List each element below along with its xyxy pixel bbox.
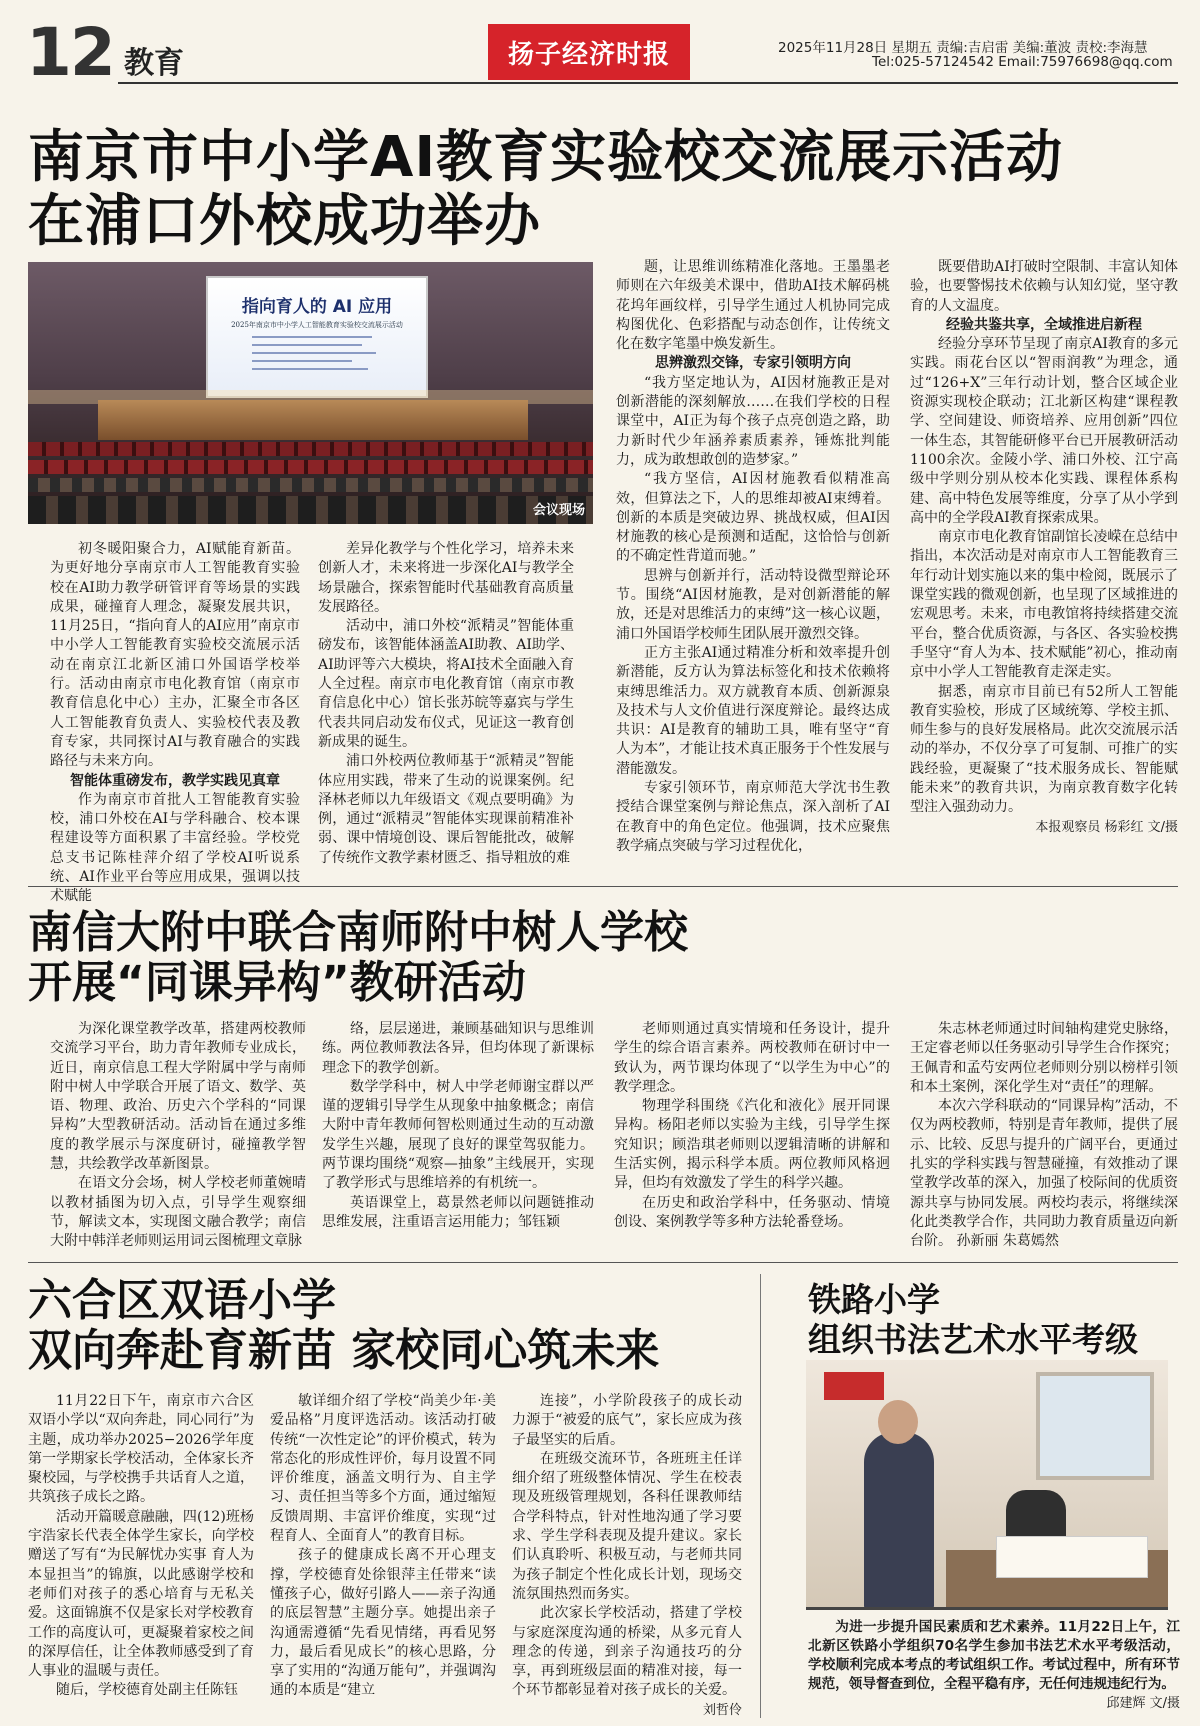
paragraph: 孩子的健康成长离不开心理支撑，学校德育处徐银萍主任带来“读懂孩子心，做好引路人——亲子沟通的底层智慧”主题分享。她提出亲子沟通需遵循“先看见情绪，再看见努力，最后看见成长”的核心思路，分享了实用的“沟通万能句”，并强调沟通的本质是“建立: [270, 1547, 496, 1699]
paragraph: 在语文分会场，树人学校老师董婉晴以教材插图为切入点，引导学生观察细节，解读文本，实现图文融合教学；南信大附中韩洋老师则运用词云图梳理文章脉: [50, 1175, 306, 1250]
paragraph: 朱志林老师通过时间轴构建党史脉络，王定睿老师以任务驱动引导学生合作探究；王佩青和孟芍安两位老师则分别以榜样引领和本土案例，深化学生对“责任”的理解。: [910, 1021, 1178, 1095]
article1-column-1: [50, 540, 300, 905]
article3-headline-line2: 双向奔赴育新苗 家校同心筑未来: [28, 1325, 660, 1376]
screen-subtitle: 2025年南京市中小学人工智能教育实验校交流展示活动: [231, 321, 403, 329]
page-number: 12: [26, 14, 114, 91]
paragraph: 在历史和政治学科中，任务驱动、情境创设、案例教学等多种方法轮番登场。: [614, 1194, 890, 1230]
stage: [98, 400, 528, 440]
calligraphy-paper: [996, 1536, 1148, 1578]
teacher-figure: [864, 1432, 934, 1610]
byline: 本报观察员 杨彩红 文/摄: [1035, 819, 1178, 835]
paragraph: 既要借助AI打破时空限制、丰富认知体验，也要警惕技术依赖与认知幻觉，坚守教育的人文温度。: [910, 259, 1178, 314]
article4-headline-line1: 铁路小学: [808, 1280, 940, 1319]
screen-title: 指向育人的 AI 应用: [241, 297, 393, 317]
calligraphy-exam-photo: [806, 1360, 1168, 1610]
classroom-window: [1036, 1372, 1154, 1480]
conference-photo: [28, 262, 593, 524]
article1-column-2: [318, 540, 574, 870]
paragraph: 络，层层递进，兼顾基础知识与思维训练。两位教师教法各异，但均体现了新课标理念下的教学创新。: [322, 1021, 594, 1076]
paragraph: 经验分享环节呈现了南京AI教育的多元实践。雨花台区以“智雨润教”为理念，通过“126+X”三年行动计划，整合区域企业资源实现校企联动；江北新区构建“课程教学、空间建设、师资培养、应用创新”四位一体生态，其智能研修平台已开展教研活动1100余次。金陵小学、浦口外校、江宁高级中学则分别从校本化实践、课程体系构建、高中特色发展等维度，分享了从小学到高中的全学段AI教育探索成果。: [910, 336, 1178, 526]
paragraph: 南京市电化教育馆副馆长凌嵘在总结中指出，本次活动是对南京市人工智能教育三年行动计划实施以来的集中检阅，既展示了课堂实践的微观创新，也呈现了区域推进的宏观思考。未来，市电教馆将持续搭建交流平台，整合优质资源，与各区、各实验校携手坚守“育人为本、技术赋能”初心，推动南京中小学人工智能教育走深走实。: [910, 529, 1178, 681]
article3-column-3: [512, 1392, 742, 1718]
paragraph: 连接”，小学阶段孩子的成长动力源于“被爱的底气”，家长应成为孩子最坚实的后盾。: [512, 1393, 742, 1448]
issue-info: 2025年11月28日 星期五 责编:吉启雷 美编:董波 责校:李海慧: [778, 40, 1148, 56]
paragraph: 老师则通过真实情境和任务设计，提升学生的综合语言素养。两校教师在研讨中一致认为，两节课均体现了“以学生为中心”的教学理念。: [614, 1021, 890, 1095]
paragraph: 数学学科中，树人中学老师谢宝群以严谨的逻辑引导学生从现象中抽象概念；南信大附中青年教师何智松则通过生动的互动激发学生兴趣，展现了良好的课堂驾驭能力。两节课均围绕“观察—抽象”主线展开，实现了教学形式与思维培养的有机统一。: [322, 1078, 594, 1192]
paragraph: 在班级交流环节，各班班主任详细介绍了班级整体情况、学生在校表现及班级管理规划，各科任课教师结合学科特点，针对性地沟通了学习要求、学生学科表现及提升建议。家长们认真聆听、积极互动，与老师共同为孩子制定个性化成长计划，现场交流氛围热烈而务实。: [512, 1450, 742, 1602]
article3-column-1: [28, 1392, 254, 1718]
paragraph: 作为南京市首批人工智能教育实验校，浦口外校在AI与学科融合、校本课程建设等方面积累了丰富经验。学校党总支书记陈桂萍介绍了学校AI听说系统、AI作业平台等应用成果，强调以技术赋能: [50, 791, 300, 905]
paragraph: 此次家长学校活动，搭建了学校与家庭深度沟通的桥梁，从多元育人理念的传递，到亲子沟通技巧的分享，再到班级层面的精准对接，每一个环节都彰显着对孩子成长的关爱。: [512, 1605, 742, 1699]
subheading: 思辨激烈交锋，专家引领明方向: [655, 355, 851, 372]
projection-screen: [206, 276, 428, 398]
paragraph: 物理学科围绕《汽化和液化》展开同课异构。杨阳老师以实验为主线，引导学生探究知识；顾浩琪老师则以逻辑清晰的讲解和生活实例，揭示科学本质。两位教师风格迥异，但均有效激发了学生的科学兴趣。: [614, 1098, 890, 1192]
paragraph: 为深化课堂教学改革，搭建两校教师交流学习平台，助力青年教师专业成长，近日，南京信息工程大学附属中学与南师附中树人中学联合开展了语文、数学、英语、物理、政治、历史六个学科的“同课异构”大型教研活动。活动旨在通过多维度的教学展示与深度研讨，碰撞教学智慧，共绘教学改革新图景。: [50, 1021, 306, 1173]
section-title: 教育: [124, 46, 184, 81]
paragraph: “我方坚信，AI因材施教看似精准高效，但算法之下，人的思维却被AI束缚着。创新的本质是突破边界、挑战权威，但AI因材施教的核心是预测和适配，这恰恰与创新的不确定性背道而驰。”: [616, 471, 890, 565]
paragraph: 英语课堂上，葛景然老师以问题链推动思维发展，注重语言运用能力；邹钰颖: [322, 1194, 594, 1230]
article2-headline-line2: 开展“同课异构”教研活动: [28, 957, 526, 1008]
article4-headline-line2: 组织书法艺术水平考级: [808, 1320, 1138, 1359]
subheading: 智能体重磅发布，教学实践见真章: [70, 772, 280, 789]
article4-byline: 邱建辉 文/摄: [1106, 1696, 1180, 1711]
article2-column-1: [50, 1020, 306, 1254]
article3-headline-line1: 六合区双语小学: [28, 1275, 336, 1326]
paragraph: 活动中，浦口外校“派精灵”智能体重磅发布，该智能体涵盖AI助教、AI助学、AI助评等六大模块，将AI技术全面融入育人全过程。南京市电化教育馆（南京市教育信息化中心）馆长张苏皖等嘉宾与学生代表共同启动发布仪式，见证这一教育创新成果的诞生。: [318, 618, 574, 750]
paragraph: 随后，学校德育处副主任陈钰: [56, 1682, 238, 1699]
article1-column-3: [616, 258, 890, 870]
article2-headline-line1: 南信大附中联合南师附中树人学校: [28, 907, 688, 958]
paragraph: 浦口外校两位教师基于“派精灵”智能体应用实践，带来了生动的说课案例。纪泽林老师以九年级语文《观点要明确》为例，通过“派精灵”智能体实现课前精准补弱、课中情境创设、课后智能批改，破解了传统作文教学素材匮乏、指导粗放的难: [318, 753, 574, 866]
byline: 刘哲伶: [702, 1702, 742, 1718]
paragraph: 活动开篇暖意融融，四(12)班杨宇浩家长代表全体学生家长，向学校赠送了写有“为民解忧办实事 育人为本显担当”的锦旗，以此感谢学校和老师们对孩子的悉心培育与无私关爱。这面锦旗不仅是家长对学校教育工作的高度认可，更凝聚着家校之间的深厚信任，让全体教师感受到了育人事业的温暖与责任。: [28, 1508, 254, 1680]
article1-headline-line1: 南京市中小学AI教育实验校交流展示活动: [28, 125, 1064, 190]
article2-column-3: [614, 1020, 890, 1254]
article4-caption: [808, 1618, 1180, 1722]
paragraph: 差异化教学与个性化学习，培养未来创新人才，未来将进一步深化AI与教学全场景融合，探索智能时代基础教育高质量发展路径。: [318, 541, 574, 615]
column-divider: [760, 1274, 761, 1718]
article1-headline-line2: 在浦口外校成功举办: [28, 189, 541, 254]
paragraph: 据悉，南京市目前已有52所人工智能教育实验校，形成了区域统筹、学校主抓、师生参与的良好发展格局。此次交流展示活动的举办，不仅分享了可复制、可推广的实践经验，更凝聚了“技术服务成长、智能赋能未来”的教育共识，为南京教育数字化转型注入强劲动力。: [910, 683, 1178, 816]
paragraph: 正方主张AI通过精准分析和效率提升创新潜能，反方认为算法标签化和技术依赖将束缚思维活力。双方就教育本质、创新源泉及技术与人文价值进行深度辩论。最终达成共识：AI是教育的辅助工具，唯有坚守“育人为本”，才能让技术真正服务于个性发展与潜能激发。: [616, 644, 890, 777]
contact-info: Tel:025-57124542 Email:75976698@qq.com: [872, 54, 1173, 70]
paragraph: 初冬暖阳聚合力，AI赋能育新苗。为更好地分享南京市人工智能教育实验校在AI助力教学研管评育等场景的实践成果，碰撞育人理念，凝聚发展共识，11月25日，“指向育人的AI应用”南京市中小学人工智能教育实验校交流展示活动在南京江北新区浦口外国语学校举行。活动由南京市电化教育馆（南京市教育信息化中心）主办，汇聚全市各区人工智能教育负责人、实验校代表及教育专家，共同探讨AI与教育融合的实践路径与未来方向。: [50, 541, 300, 770]
paragraph: 专家引领环节，南京师范大学沈书生教授结合课堂案例与辩论焦点，深入剖析了AI在教育中的角色定位。他强调，技术应聚焦教学痛点突破与学习过程优化，: [616, 780, 890, 854]
article-divider: [28, 886, 1178, 887]
article1-column-4: [910, 258, 1178, 870]
paragraph: 敏详细介绍了学校“尚美少年·美爱品格”月度评选活动。该活动打破传统“一次性定论”的评价模式，转为常态化的形成性评价，每月设置不同评价维度，涵盖文明行为、自主学习、责任担当等多个方面，通过缩短反馈周期、丰富评价维度，实现“过程育人、全面育人”的教育目标。: [270, 1393, 496, 1545]
masthead-rule: [118, 82, 1178, 84]
paragraph: 11月22日下午，南京市六合区双语小学以“双向奔赴，同心同行”为主题，成功举办2025−2026学年度第一学期家长学校活动，全体家长齐聚校园，与学校携手共话育人之道，共筑孩子成长之路。: [28, 1393, 254, 1506]
photo-caption: 会议现场: [532, 503, 585, 518]
article-divider: [28, 1262, 1178, 1263]
newspaper-logo: 扬子经济时报: [488, 24, 690, 80]
paragraph: 本次六学科联动的“同课异构”活动，不仅为两校教师，特别是青年教师，提供了展示、比较、反思与提升的广阔平台，更通过扎实的学科实践与智慧碰撞，有效推动了课堂教学改革的深入，加强了校际间的优质资源共享与协同发展。两校均表示，将继续深化此类教学合作，共同助力教育质量迈向新台阶。 孙新丽 朱葛嫣然: [910, 1098, 1178, 1250]
article2-column-4: [910, 1020, 1178, 1254]
article4-caption-text: 为进一步提升国民素质和艺术素养。11月22日上午，江北新区铁路小学组织70名学生参加书法艺术水平考级活动，学校顺利完成本考点的考试组织工作。考试过程中，所有环节规范，领导督查到位，全程平稳有序，无任何违规违纪行为。: [808, 1619, 1180, 1692]
subheading: 经验共鉴共享，全域推进启新程: [946, 316, 1142, 333]
paragraph: 题，让思维训练精准化落地。王墨墨老师则在六年级美术课中，借助AI技术解码桃花坞年画纹样，引导学生通过人机协同完成构图优化、色彩搭配与动态创作，让传统文化在数字笔墨中焕发新生。: [616, 259, 890, 353]
article2-column-2: [322, 1020, 594, 1254]
paragraph: “我方坚定地认为，AI因材施教正是对创新潜能的深刻解放……在我们学校的日程课堂中，AI正为每个孩子点亮创造之路，助力新时代少年涵养素质素养，锤炼批判能力，成为敢想敢创的造梦家。”: [616, 374, 890, 468]
paragraph: 思辨与创新并行，活动特设微型辩论环节。围绕“AI因材施教，是对创新潜能的解放，还是对思维活力的束缚”这一核心议题，浦口外国语学校师生团队展开激烈交锋。: [616, 567, 890, 642]
classroom-banner: [824, 1372, 884, 1400]
article3-column-2: [270, 1392, 496, 1718]
